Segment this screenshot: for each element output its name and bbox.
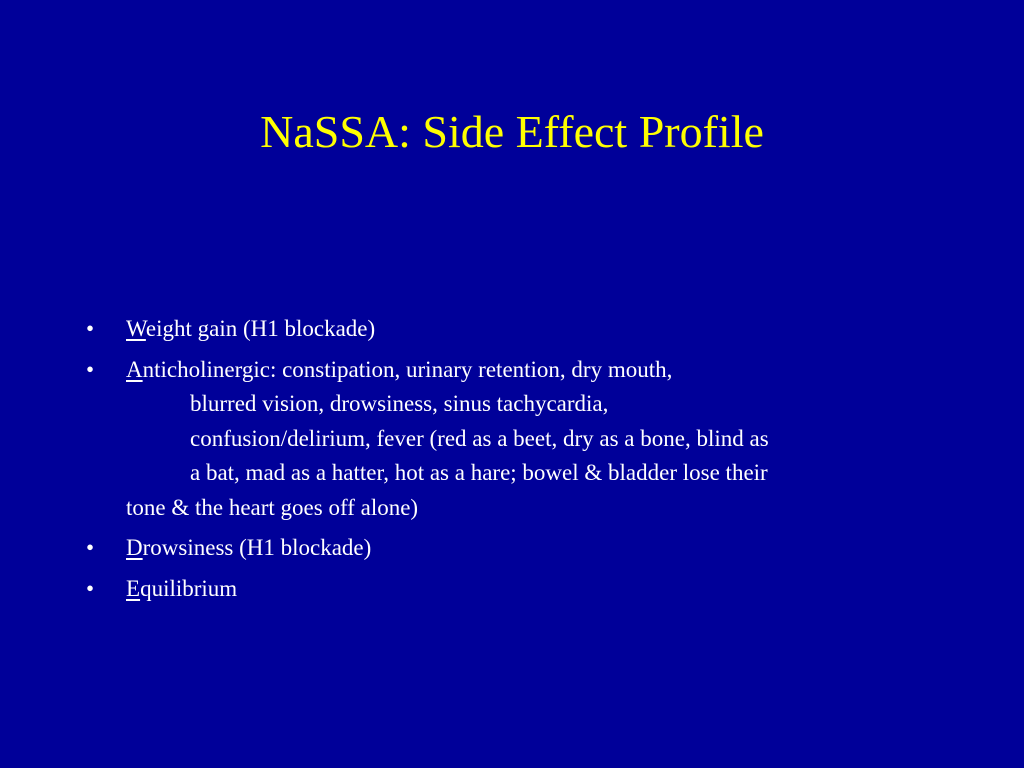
bullet-text xyxy=(126,572,946,607)
bullet-text xyxy=(126,531,946,566)
bullet-item-drowsiness xyxy=(86,531,946,566)
bullet-initial: A xyxy=(126,356,143,382)
slide-title: NaSSA: Side Effect Profile xyxy=(260,106,764,157)
bullet-initial: E xyxy=(126,575,141,601)
bullet-tail-line: tone & the heart goes off alone) xyxy=(126,494,419,520)
bullet-item-anticholinergic xyxy=(86,353,946,526)
bullet-initial: D xyxy=(126,535,143,560)
bullet-continuation-line: blurred vision, drowsiness, sinus tachycardia, xyxy=(190,391,609,416)
bullet-rest: nticholinergic: constipation, urinary retention, dry mouth, xyxy=(142,356,673,382)
bullet-initial: W xyxy=(126,316,146,341)
bullet-item-equilibrium xyxy=(86,572,946,607)
bullet-continuation-line: a bat, mad as a hatter, hot as a hare; bowel & bladder lose their xyxy=(190,460,768,485)
bullet-text xyxy=(126,312,946,347)
bullet-marker: • xyxy=(86,356,95,382)
bullet-marker: • xyxy=(86,535,95,560)
bullet-marker: • xyxy=(86,316,95,341)
bullet-rest: quilibrium xyxy=(140,575,238,601)
bullet-marker: • xyxy=(86,575,95,601)
bullet-rest: rowsiness (H1 blockade) xyxy=(142,535,372,560)
bullet-rest: eight gain (H1 blockade) xyxy=(145,316,376,341)
bullet-text xyxy=(126,353,946,388)
bullet-item-weight-gain xyxy=(86,312,946,347)
bullet-continuation-line: confusion/delirium, fever (red as a beet, dry as a bone, blind as xyxy=(190,425,769,451)
bullet-list xyxy=(86,312,946,612)
